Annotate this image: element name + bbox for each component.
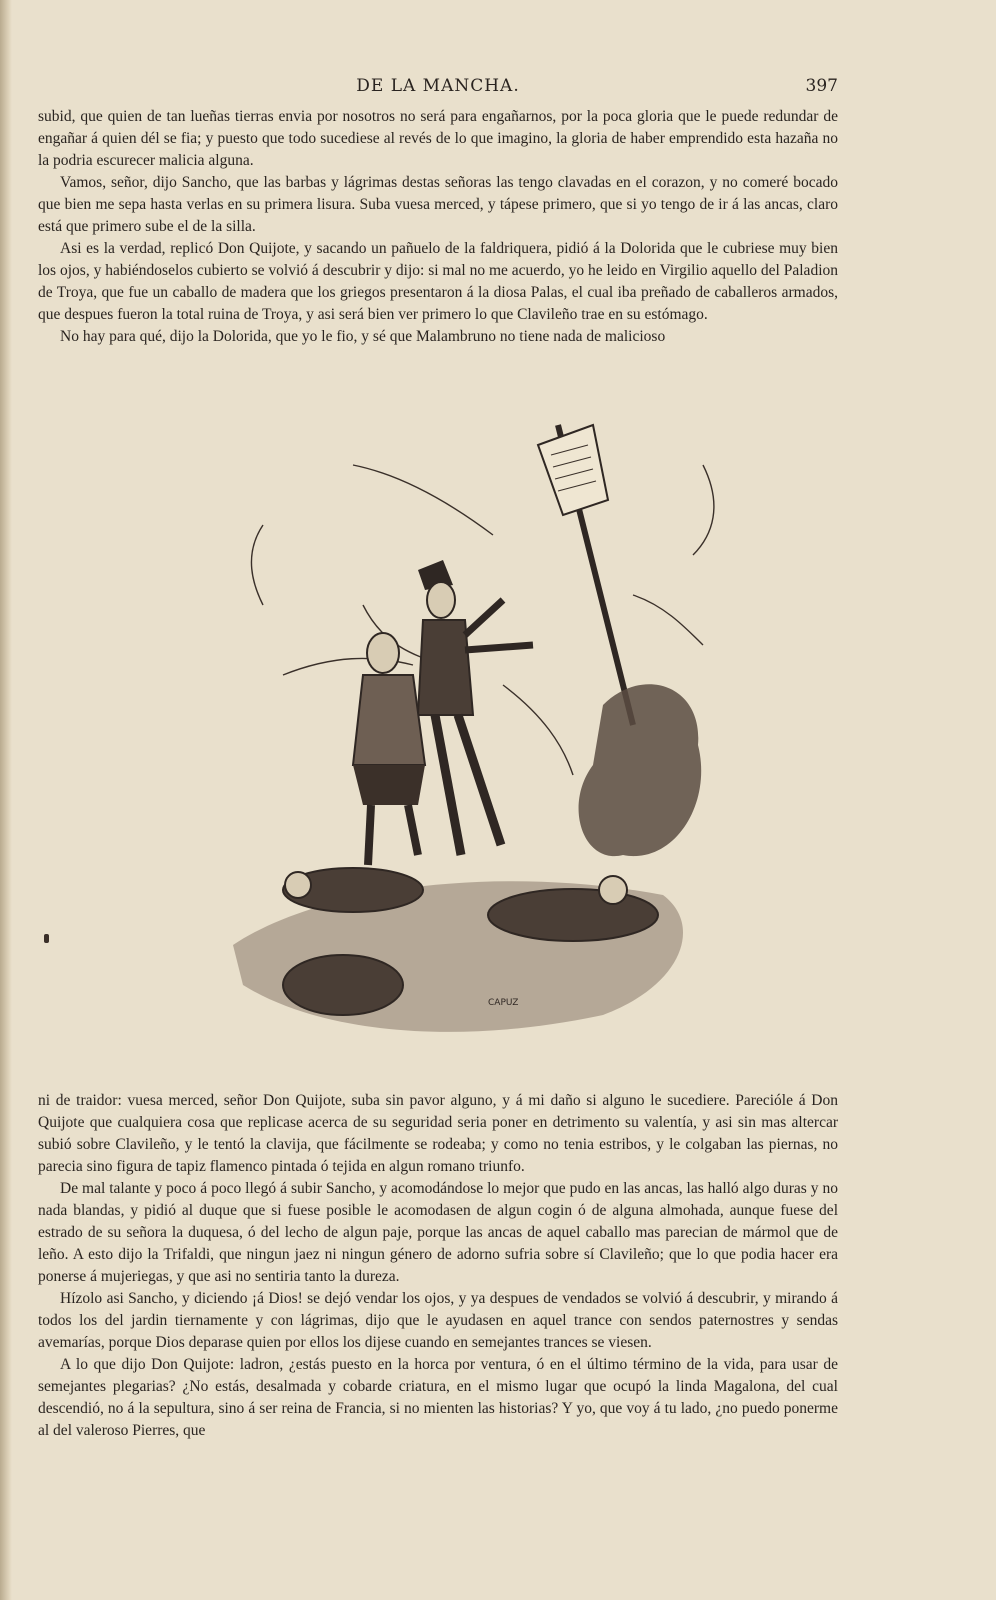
paragraph: No hay para qué, dijo la Dolorida, que yo le fio, y sé que Malambruno no tiene nada de malicioso — [60, 328, 666, 345]
paragraph: Hízolo asi Sancho, y diciendo ¡á Dios! se dejó vendar los ojos, y ya despues de vendados se volvió á descubrir, y mirando á todos los del jardin tiernamente y con lágrimas, dijo que le ayudasen en aquel trance con sendos paternostres y sendas avemarías, porque Dios deparase quien por ellos los dijese cuando en semejantes trances se viesen. — [38, 1290, 838, 1351]
sancho-figure — [353, 633, 425, 865]
text-block-top — [38, 106, 838, 348]
engraving-illustration — [203, 385, 733, 1075]
paragraph: subid, que quien de tan lueñas tierras envia por nosotros no será para engañarnos, por la poca gloria que le puede redundar de engañar á quien dél se fia; y puesto que todo sucediese al revés de lo que imagino, la gloria de haber emprendido esta hazaña no la podria escurecer malicia alguna. — [38, 108, 838, 169]
ink-mark — [44, 934, 49, 943]
book-spine-shadow — [0, 0, 12, 1600]
paragraph: De mal talante y poco á poco llegó á subir Sancho, y acomodándose lo mejor que pudo en las ancas, las halló algo duras y no nada blandas, y pidió al duque que si fuese posible le acomodasen de algun cogin ó de alguna almohada, aunque fuese del estrado de su señora la duquesa, ó del lecho de algun paje, porque las ancas de aquel caballo mas parecian de mármol que de leño. A esto dijo la Trifaldi, que ningun jaez ni ningun género de adorno sufria sobre sí Clavileño; que lo que podia hacer era ponerse á mujeriegas, y que asi no sentiria tanto la dureza. — [38, 1180, 838, 1285]
text-block-bottom — [38, 1090, 838, 1442]
paragraph: A lo que dijo Don Quijote: ladron, ¿estás puesto en la horca por ventura, ó en el último término de la vida, para usar de semejantes plegarias? ¿No estás, desalmada y cobarde criatura, en el mismo lugar que ocupó la linda Magalona, del cual descendió, no á la sepultura, sino á ser reina de Francia, si no mienten las historias? Y yo, que voy á tu lado, ¿no puedo ponerme al del valeroso Pierres, que — [38, 1356, 838, 1439]
parchment-sign — [538, 425, 608, 515]
paragraph: ni de traidor: vuesa merced, señor Don Quijote, suba sin pavor alguno, y á mi daño si alguno le sucediere. Parecióle á Don Quijote que cualquiera cosa que replicase acerca de su seguridad seria poner en detrimento su valentía, y asi sin mas altercar subió sobre Clavileño, y le tentó la clavija, que fácilmente se rodeaba; y como no tenia estribos, y le colgaban las piernas, no parecia sino figura de tapiz flamenco pintada ó tejida en algun romano triunfo. — [38, 1092, 838, 1175]
page-header — [38, 76, 838, 98]
engraving-icon — [203, 385, 733, 1075]
don-quijote-figure — [418, 560, 533, 855]
paragraph: Vamos, señor, dijo Sancho, que las barbas y lágrimas destas señoras las tengo clavadas en el corazon, y no comeré bocado que bien me sepa hasta verlas en su primera lisura. Suba vuesa merced, y tápese primero, que si yo tengo de ir á las ancas, claro está que primero sube el de la silla. — [38, 174, 838, 235]
engraver-signature: CAPUZ — [488, 998, 519, 1008]
paragraph: Asi es la verdad, replicó Don Quijote, y sacando un pañuelo de la faldriquera, pidió á la Dolorida que le cubriese muy bien los ojos, y habiéndoselos cubierto se volvió á descubrir y dijo: si mal no me acuerdo, yo he leido en Virgilio aquello del Paladion de Troya, que fue un caballo de madera que los griegos presentaron á la diosa Palas, el cual iba preñado de caballeros armados, que despues fueron la total ruina de Troya, y asi será bien ver primero lo que Clavileño trae en su estómago. — [38, 240, 838, 323]
page-number: 397 — [805, 76, 838, 96]
running-title: DE LA MANCHA. — [356, 76, 520, 96]
bush — [579, 684, 702, 856]
